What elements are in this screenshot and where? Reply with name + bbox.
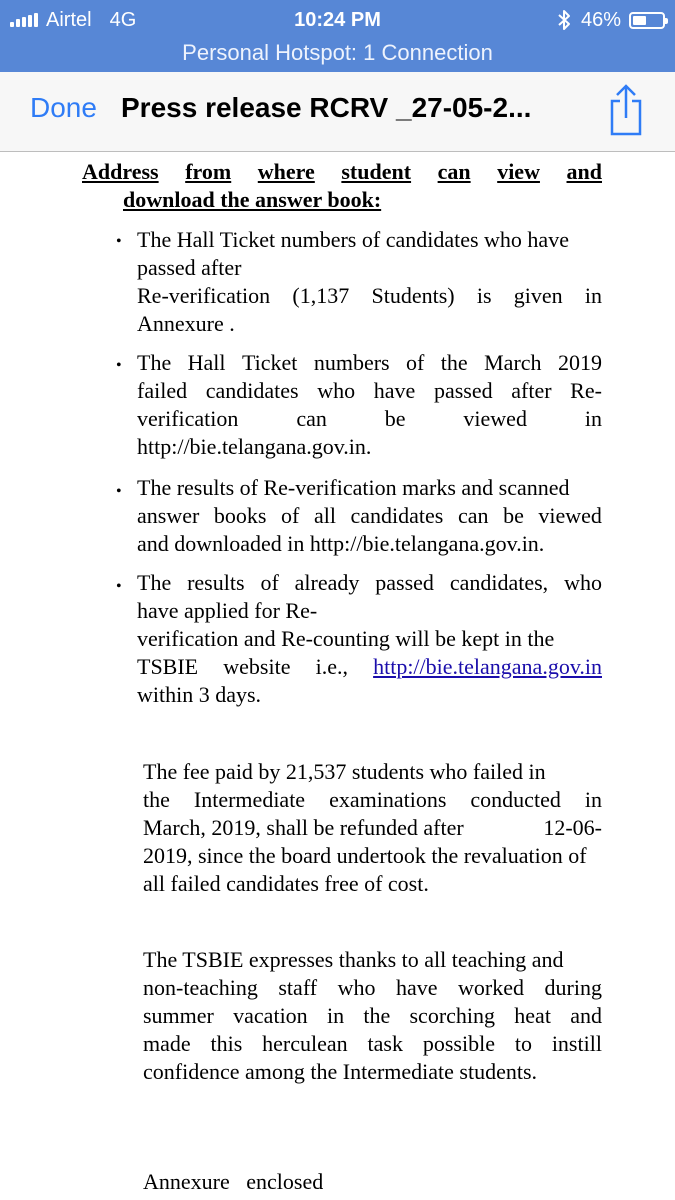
text-line: confidence among the Intermediate students. [143,1059,538,1084]
status-bar [0,0,675,72]
bullet-icon: • [116,483,122,500]
text-line: passed after [137,255,242,280]
bullet-item-4 [137,569,602,709]
battery-area [557,6,665,34]
heading-word: where [257,159,315,184]
text-line: have applied for Re- [137,598,318,623]
text-line: and downloaded in http://bie.telangana.gov.in. [137,531,545,556]
navigation-bar [0,72,675,152]
text-line: The fee paid by 21,537 students who failed in [143,759,546,784]
battery-icon [629,12,665,29]
text-line: made this herculean task possible to instill [143,1031,602,1056]
text-line: non-teaching staff who have worked during [143,975,602,1000]
text-line: verification can be viewed in [137,406,602,431]
done-button[interactable]: Done [30,92,97,123]
heading-word: and [566,159,602,184]
text-line: http://bie.telangana.gov.in. [137,434,372,459]
bullet-item-2 [137,349,602,461]
website-link[interactable]: http://bie.telangana.gov.in [373,654,602,679]
heading-line: download the answer book: [123,187,382,212]
text-line: Re-verification (1,137 Students) is given in [137,283,602,308]
section-heading [82,158,602,214]
bullet-item-3 [137,474,602,558]
text-line: summer vacation in the scorching heat and [143,1003,602,1028]
document-view[interactable] [0,152,675,1200]
text-line: verification and Re-counting will be kept in the [137,626,555,651]
text-line: Annexure . [137,311,235,336]
network-type: 4G [109,8,137,31]
heading-word: student [341,159,412,184]
bullet-icon: • [116,357,122,374]
text-line: The results of already passed candidates, who [137,570,602,595]
text-line: The results of Re-verification marks and scanned [137,475,570,500]
document-title: Press release RCRV _27-05-2... [121,92,532,123]
heading-word: view [497,159,540,184]
text-line: The TSBIE expresses thanks to all teaching and [143,947,564,972]
annexure-note: Annexure enclosed [143,1169,324,1194]
text-line: of all failed candidates free of cost. [143,843,587,896]
carrier-name: Airtel [46,8,92,31]
text-line: The Hall Ticket numbers of the March 2019 [137,350,602,375]
heading-word: from [185,159,232,184]
share-icon[interactable] [606,84,646,136]
bullet-item-1 [137,226,602,338]
heading-word: can [437,159,471,184]
battery-percent: 46% [580,8,621,31]
text-line: March, 2019, shall be refunded after 12-06- [143,815,602,840]
text-line: failed candidates who have passed after Re- [137,378,602,403]
hotspot-banner[interactable]: Personal Hotspot: 1 Connection [182,40,493,65]
text-line: TSBIE website i.e., http://bie.telangana.gov.in [137,654,602,679]
thanks-paragraph [143,946,602,1086]
text-line: 2019, since the board undertook the revaluation [143,843,563,868]
refund-paragraph [143,758,602,898]
text-line: The Hall Ticket numbers of candidates who have [137,227,569,252]
text-line: answer books of all candidates can be viewed [137,503,602,528]
text-line: within 3 days. [137,682,262,707]
heading-word: Address [82,159,159,184]
bullet-icon: • [116,233,122,250]
bullet-icon: • [116,578,122,595]
clock: 10:24 PM [294,9,381,31]
text-line: the Intermediate examinations conducted in [143,787,602,812]
bluetooth-icon [557,9,571,31]
